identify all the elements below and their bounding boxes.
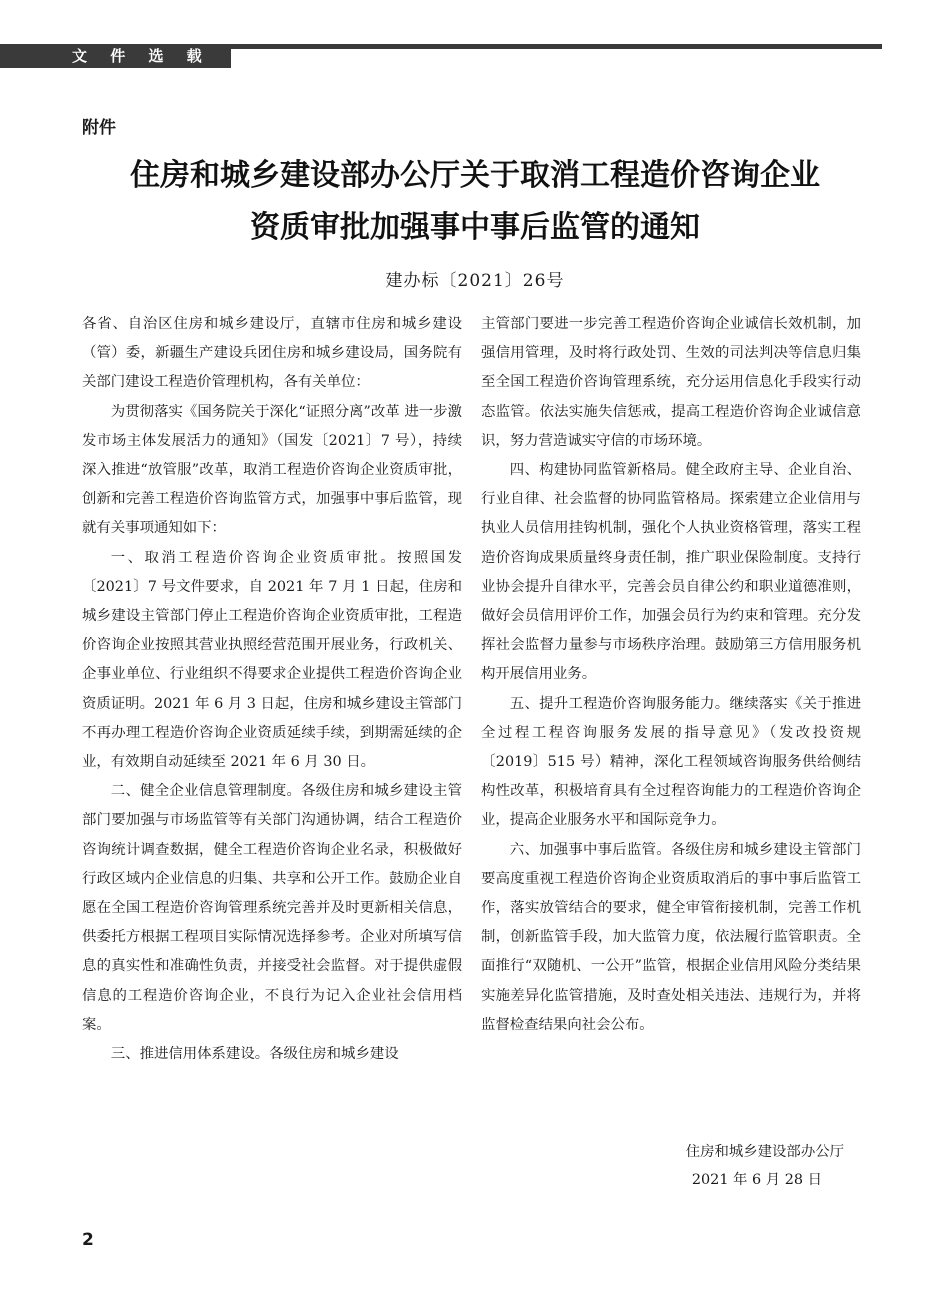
signature-block [600,1138,850,1194]
body-paragraph-continued: 主管部门要进一步完善工程造价咨询企业诚信长效机制，加强信用管理，及时将行政处罚、生效的司法判决等信息归集至全国工程造价咨询管理系统，充分运用信息化手段实行动态监管。依法实施失信惩戒，提高工程造价咨询企业诚信意识，努力营造诚实守信的市场环境。 [481,316,861,449]
title-line-1: 住房和城乡建设部办公厅关于取消工程造价咨询企业 [130,158,820,193]
body-paragraph: 三、推进信用体系建设。各级住房和城乡建设 [110,1046,399,1063]
salutation-paragraph: 各省、自治区住房和城乡建设厅，直辖市住房和城乡建设（管）委，新疆生产建设兵团住房和城乡建设局，国务院有关部门建设工程造价管理机构，各有关单位： [82,316,462,391]
document-number: 建办标〔2021〕26号 [385,271,565,291]
section-tag: 文 件 选 载 [0,44,231,68]
title-line-2: 资质审批加强事中事后监管的通知 [250,210,700,245]
signature-org: 住房和城乡建设部办公厅 [685,1144,844,1160]
document-title [60,150,890,254]
body-paragraph: 六、加强事中事后监管。各级住房和城乡建设主管部门要高度重视工程造价咨询企业资质取消后的事中事后监管工作，落实放管结合的要求，健全审管衔接机制，完善工作机制，创新监管手段，加大监管力度，依法履行监管职责。全面推行“双随机、一公开”监管，根据企业信用风险分类结果实施差异化监管措施，及时查处相关违法、违规行为，并将监督检查结果向社会公布。 [481,841,861,1033]
signature-date: 2021 年 6 月 28 日 [691,1172,822,1188]
attachment-label: 附件 [82,118,116,138]
body-paragraph: 一、取消工程造价咨询企业资质审批。按照国发〔2021〕7 号文件要求，自 2021 年 7 月 1 日起，住房和城乡建设主管部门停止工程造价咨询企业资质审批，工程造价咨询企业按照其营业执照经营范围开展业务，行政机关、企事业单位、行业组织不得要求企业提供工程造价咨询企业资质证明。2021 年 6 月 3 日起，住房和城乡建设主管部门不再办理工程造价咨询企业资质延续手续，到期需延续的企业，有效期自动延续至 2021 年 6 月 30 日。 [82,549,463,771]
right-column [481,310,861,1040]
page-number: 2 [82,1230,94,1250]
body-paragraph: 二、健全企业信息管理制度。各级住房和城乡建设主管部门要加强与市场监管等有关部门沟通协调，结合工程造价咨询统计调查数据，健全工程造价咨询企业名录，积极做好行政区域内企业信息的归集、共享和公开工作。鼓励企业自愿在全国工程造价咨询管理系统完善并及时更新相关信息，供委托方根据工程项目实际情况选择参考。企业对所填写信息的真实性和准确性负责，并接受社会监督。对于提供虚假信息的工程造价咨询企业，不良行为记入企业社会信用档案。 [82,783,462,1033]
body-paragraph: 五、提升工程造价咨询服务能力。继续落实《关于推进全过程工程咨询服务发展的指导意见》（发改投资规〔2019〕515 号）精神，深化工程领域咨询服务供给侧结构性改革，积极培育具有全过程咨询能力的工程造价咨询企业，提高企业服务水平和国际竞争力。 [481,695,861,829]
left-column [82,310,462,1069]
body-paragraph: 为贯彻落实《国务院关于深化“证照分离”改革 进一步激发市场主体发展活力的通知》（国发〔2021〕7 号），持续深入推进“放管服”改革，取消工程造价咨询企业资质审批，创新和完善工程造价咨询监管方式，加强事中事后监管，现就有关事项通知如下： [82,403,462,537]
body-paragraph: 四、构建协同监管新格局。健全政府主导、企业自治、行业自律、社会监督的协同监管格局。探索建立企业信用与执业人员信用挂钩机制，强化个人执业资格管理，落实工程造价咨询成果质量终身责任制，推广职业保险制度。支持行业协会提升自律水平，完善会员自律公约和职业道德准则，做好会员信用评价工作，加强会员行为约束和管理。充分发挥社会监督力量参与市场秩序治理。鼓励第三方信用服务机构开展信用业务。 [481,462,861,683]
